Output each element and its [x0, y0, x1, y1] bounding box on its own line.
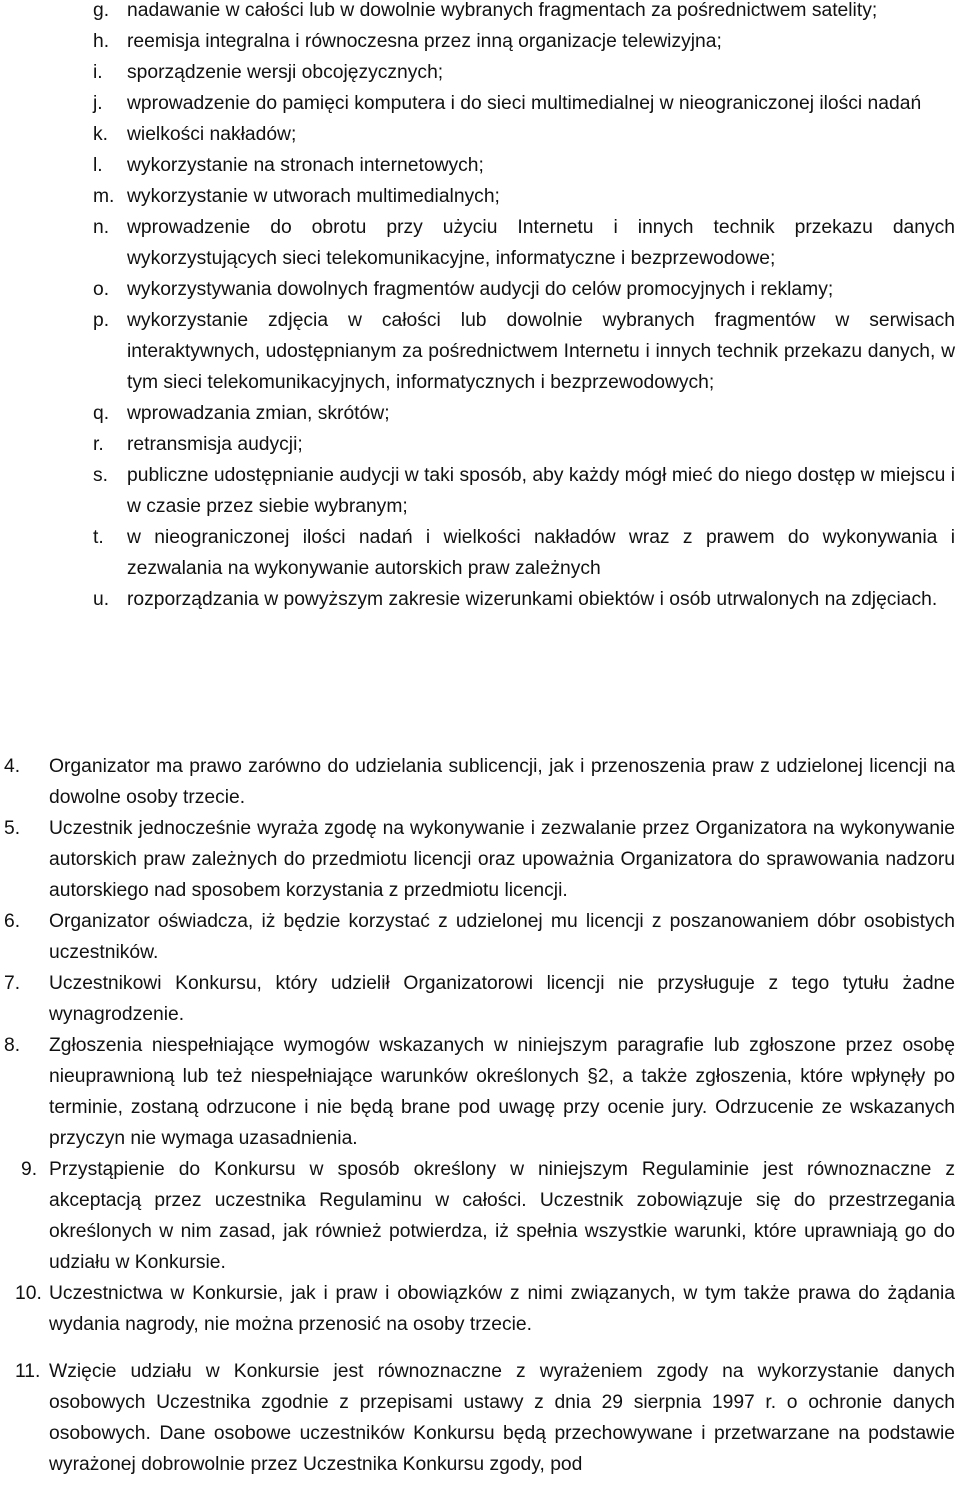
list-item-text: Organizator ma prawo zarówno do udzielania sublicencji, jak i przenoszenia praw z udzielonej licencji na dowolne osoby trzecie.	[49, 756, 955, 808]
regulation-points-list	[0, 751, 955, 1480]
list-item	[0, 1154, 955, 1278]
list-marker: g.	[93, 0, 110, 21]
list-marker: l.	[93, 155, 103, 176]
list-item	[93, 88, 955, 119]
list-item	[93, 119, 955, 150]
list-item-text: wprowadzenie do pamięci komputera i do sieci multimedialnej w nieograniczonej ilości nadań	[127, 93, 922, 114]
list-marker: t.	[93, 527, 104, 548]
list-item-text: Organizator oświadcza, iż będzie korzystać z udzielonej mu licencji z poszanowaniem dóbr osobistych uczestników.	[49, 911, 955, 963]
list-item	[0, 968, 955, 1030]
list-marker: 7.	[4, 973, 21, 994]
list-marker: n.	[93, 217, 110, 238]
list-marker: 5.	[4, 818, 21, 839]
list-item-text: w nieograniczonej ilości nadań i wielkości nakładów wraz z prawem do wykonywania i zezwalania na wykonywanie autorskich praw zależnych	[127, 527, 955, 579]
list-item-text: wykorzystywania dowolnych fragmentów audycji do celów promocyjnych i reklamy;	[127, 279, 834, 300]
list-marker: p.	[93, 310, 110, 331]
list-marker: h.	[93, 31, 110, 52]
license-fields-list	[93, 0, 955, 615]
list-item-text: nadawanie w całości lub w dowolnie wybranych fragmentach za pośrednictwem satelity;	[127, 0, 878, 21]
list-item	[93, 26, 955, 57]
list-item-text: Uczestnik jednocześnie wyraża zgodę na wykonywanie i zezwalanie przez Organizatora na wykonywanie autorskich praw zależnych do przedmiotu licencji oraz upoważnia Organizatora do sprawowania nadzoru autorskiego nad sposobem korzystania z przedmiotu licencji.	[49, 818, 955, 901]
list-marker: j.	[93, 93, 103, 114]
list-item	[0, 1030, 955, 1154]
list-item-text: reemisja integralna i równoczesna przez inną organizacje telewizyjna;	[127, 31, 722, 52]
list-item	[0, 906, 955, 968]
list-item	[0, 751, 955, 813]
list-item-text: wielkości nakładów;	[127, 124, 297, 145]
list-item-text: wykorzystanie zdjęcia w całości lub dowolnie wybranych fragmentów w serwisach interaktywnych, udostępnianym za pośrednictwem Internetu i innych technik przekazu danych, w tym sieci telekomunikacyjnych, informatycznych i bezprzewodowych;	[127, 310, 955, 393]
list-marker: q.	[93, 403, 110, 424]
list-item	[93, 57, 955, 88]
list-marker: 6.	[4, 911, 21, 932]
list-item-text: wprowadzenie do obrotu przy użyciu Internetu i innych technik przekazu danych wykorzystujących sieci telekomunikacyjne, informatyczne i bezprzewodowe;	[127, 217, 955, 269]
list-marker: u.	[93, 589, 110, 610]
list-item	[93, 212, 955, 274]
list-item-text: Uczestnikowi Konkursu, który udzielił Organizatorowi licencji nie przysługuje z tego tytułu żadne wynagrodzenie.	[49, 973, 955, 1025]
list-item	[93, 398, 955, 429]
list-item-text: publiczne udostępnianie audycji w taki sposób, aby każdy mógł mieć do niego dostęp w miejscu i w czasie przez siebie wybranym;	[127, 465, 955, 517]
list-item	[93, 274, 955, 305]
list-item	[93, 584, 955, 615]
list-item	[93, 460, 955, 522]
list-marker: r.	[93, 434, 104, 455]
list-item	[93, 305, 955, 398]
list-item-text: wykorzystanie w utworach multimedialnych;	[127, 186, 500, 207]
list-item-text: Zgłoszenia niespełniające wymogów wskazanych w niniejszym paragrafie lub zgłoszone przez osobę nieuprawnioną lub też niespełniające warunków określonych §2, a także zgłoszenia, które wpłynęły po terminie, zostaną odrzucone i nie będą brane pod uwagę przy ocenie jury. Odrzucenie ze wskazanych przyczyn nie wymaga uzasadnienia.	[49, 1035, 955, 1149]
list-marker: i.	[93, 62, 103, 83]
list-marker: s.	[93, 465, 108, 486]
list-marker: 4.	[4, 756, 21, 777]
list-item	[93, 429, 955, 460]
list-item	[93, 181, 955, 212]
list-item	[93, 0, 955, 26]
list-marker: 8.	[4, 1035, 21, 1056]
list-item-text: Uczestnictwa w Konkursie, jak i praw i obowiązków z nimi związanych, w tym także prawa do żądania wydania nagrody, nie można przenosić na osoby trzecie.	[49, 1283, 955, 1335]
list-marker: 10.	[15, 1283, 42, 1304]
list-item-text: rozporządzania w powyższym zakresie wizerunkami obiektów i osób utrwalonych na zdjęciach.	[127, 589, 938, 610]
list-item-text: sporządzenie wersji obcojęzycznych;	[127, 62, 444, 83]
list-item	[93, 150, 955, 181]
list-marker: o.	[93, 279, 110, 300]
list-marker: m.	[93, 186, 115, 207]
list-marker: 9.	[21, 1159, 38, 1180]
list-item	[0, 1278, 955, 1340]
list-item	[93, 522, 955, 584]
list-item	[0, 813, 955, 906]
list-item	[0, 1356, 955, 1480]
list-item-text: wykorzystanie na stronach internetowych;	[127, 155, 484, 176]
list-marker: 11.	[15, 1361, 41, 1382]
list-item-text: wprowadzania zmian, skrótów;	[127, 403, 390, 424]
list-item-text: retransmisja audycji;	[127, 434, 303, 455]
list-item-text: Przystąpienie do Konkursu w sposób określony w niniejszym Regulaminie jest równoznaczne z akceptacją przez uczestnika Regulaminu w całości. Uczestnik zobowiązuje się do przestrzegania określonych w nim zasad, jak również potwierdza, iż spełnia wszystkie warunki, które uprawniają go do udziału w Konkursie.	[49, 1159, 955, 1273]
list-marker: k.	[93, 124, 108, 145]
list-item-text: Wzięcie udziału w Konkursie jest równoznaczne z wyrażeniem zgody na wykorzystanie danych osobowych Uczestnika zgodnie z przepisami ustawy z dnia 29 sierpnia 1997 r. o ochronie danych osobowych. Dane osobowe uczestników Konkursu będą przechowywane i przetwarzane na podstawie wyrażonej dobrowolnie przez Uczestnika Konkursu zgody, pod	[49, 1361, 955, 1475]
